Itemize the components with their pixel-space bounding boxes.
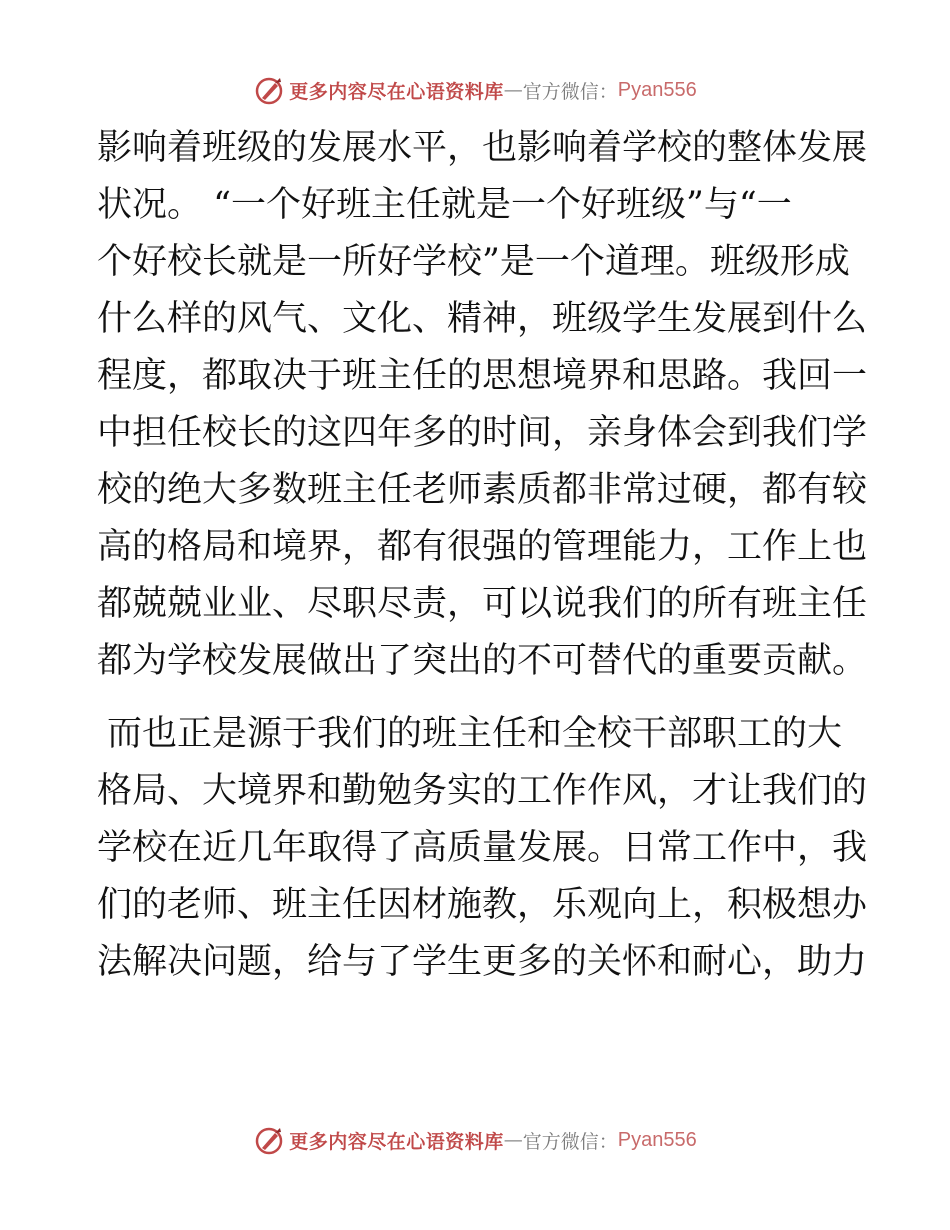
text-line: 影响着班级的发展水平，也影响着学校的整体发展 (97, 128, 868, 168)
text-line: 而也正是源于我们的班主任和全校干部职工的大 (107, 714, 843, 754)
footer-watermark-banner (0, 1122, 950, 1158)
paragraph-spacer (97, 690, 857, 706)
paragraph-1 (97, 120, 868, 690)
text-line: 校的绝大多数班主任老师素质都非常过硬，都有较 (97, 470, 868, 510)
text-line: 高的格局和境界，都有很强的管理能力，工作上也 (97, 527, 868, 567)
header-separator: — (503, 79, 523, 101)
text-line: 都兢兢业业、尽职尽责，可以说我们的所有班主任 (97, 584, 868, 624)
footer-wechat-label: 官方微信： (522, 1130, 618, 1153)
text-line: 状况。 “一个好班主任就是一个好班级”与“一 (97, 185, 792, 225)
footer-separator: — (503, 1129, 523, 1151)
header-wechat-id: Pyan556 (617, 78, 697, 101)
document-body (97, 120, 868, 991)
text-line: 法解决问题，给与了学生更多的关怀和耐心，助力 (97, 942, 868, 982)
text-line: 个好校长就是一所好学校”是一个道理。班级形成 (97, 242, 850, 282)
text-line: 格局、大境界和勤勉务实的工作作风，才让我们的 (97, 771, 868, 811)
text-line: 都为学校发展做出了突出的不可替代的重要贡献。 (97, 641, 868, 681)
text-line: 什么样的风气、文化、精神，班级学生发展到什么 (97, 299, 868, 339)
header-watermark-banner (0, 72, 950, 108)
footer-wechat-id: Pyan556 (617, 1128, 697, 1151)
quill-pen-logo-icon (253, 74, 285, 106)
quill-pen-logo-icon (253, 1124, 285, 1156)
text-line: 学校在近几年取得了高质量发展。日常工作中，我 (97, 828, 868, 868)
footer-brand-text: 更多内容尽在心语资料库 (289, 1130, 504, 1153)
text-line: 程度，都取决于班主任的思想境界和思路。我回一 (97, 356, 868, 396)
paragraph-2 (97, 706, 868, 991)
header-wechat-label: 官方微信： (522, 80, 618, 103)
text-line: 中担任校长的这四年多的时间，亲身体会到我们学 (97, 413, 868, 453)
text-line: 们的老师、班主任因材施教，乐观向上，积极想办 (97, 885, 868, 925)
header-brand-text: 更多内容尽在心语资料库 (289, 80, 504, 103)
